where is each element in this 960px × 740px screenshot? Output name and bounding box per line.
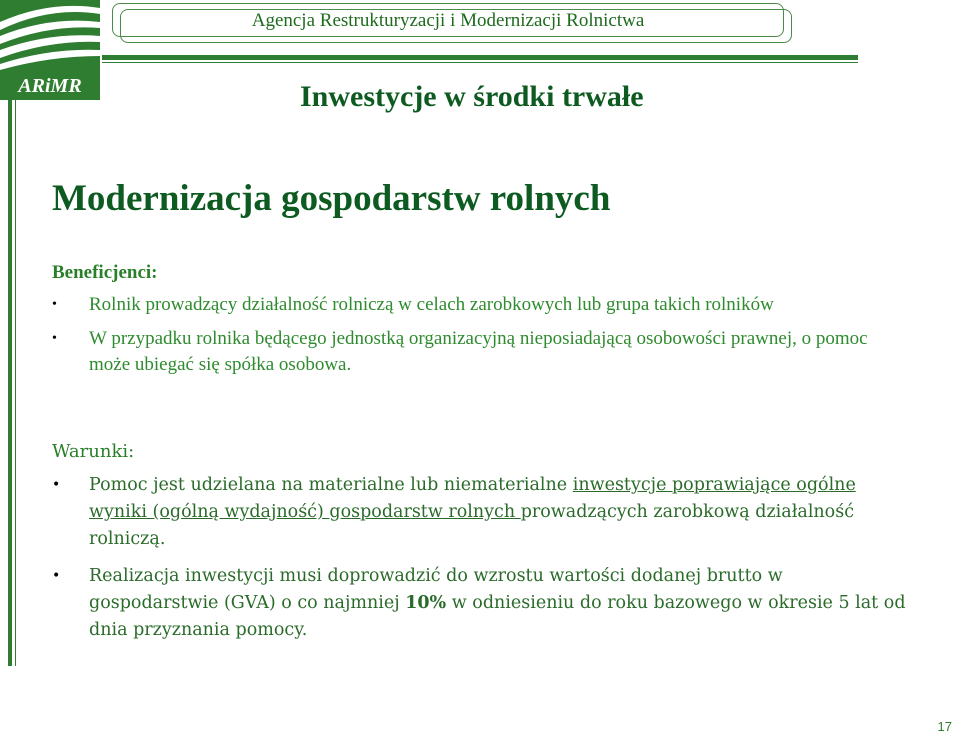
beneficiaries-list — [52, 292, 912, 378]
condition-text-after: w odniesieniu do roku bazowego w okresie 5 lat od dnia przyznania pomocy. — [89, 593, 906, 640]
condition-underlined-text: inwestycje poprawiające ogólne wyniki (ogólną wydajność) gospodarstw rolnych — [89, 475, 856, 522]
list-item — [52, 563, 912, 644]
condition-bold-value: 10% — [405, 593, 447, 613]
condition-text-before: Pomoc jest udzielana na materialne lub niematerialne — [89, 475, 573, 495]
slide-title: Inwestycje w środki trwałe — [300, 80, 644, 113]
condition-text-before: Realizacja inwestycji musi doprowadzić do wzrostu wartości dodanej brutto w gospodarstwie (GVA) o co najmniej — [89, 566, 783, 613]
list-item — [52, 292, 912, 318]
conditions-list — [52, 472, 912, 644]
left-rule-thin — [15, 100, 16, 666]
page-number: 17 — [937, 719, 952, 734]
bullet-icon: • — [52, 331, 57, 346]
arimr-logo — [0, 0, 100, 100]
conditions-heading: Warunki: — [52, 441, 135, 462]
condition-text-after: prowadzących zarobkową działalność rolniczą. — [89, 502, 854, 549]
logo-text: ARiMR — [18, 75, 82, 97]
bullet-icon: • — [52, 297, 57, 312]
top-rule-thin — [102, 62, 858, 63]
list-item — [52, 472, 912, 553]
top-rule — [102, 55, 858, 60]
list-item — [52, 326, 912, 378]
bullet-icon: • — [52, 477, 61, 493]
beneficiary-text: Rolnik prowadzący działalność rolniczą w celach zarobkowych lub grupa takich rolników — [89, 294, 774, 315]
slide-subtitle: Modernizacja gospodarstw rolnych — [52, 178, 611, 219]
beneficiary-text: W przypadku rolnika będącego jednostką organizacyjną nieposiadającą osobowości prawnej, o pomoc może ubiegać się spółka osobowa. — [89, 328, 868, 375]
left-rule — [8, 100, 12, 666]
conditions-section — [52, 441, 912, 644]
bullet-icon: • — [52, 568, 61, 584]
agency-name: Agencja Restrukturyzacji i Modernizacji Rolnictwa — [251, 10, 645, 31]
beneficiaries-heading: Beneficjenci: — [52, 262, 158, 283]
beneficiaries-section — [52, 262, 912, 378]
